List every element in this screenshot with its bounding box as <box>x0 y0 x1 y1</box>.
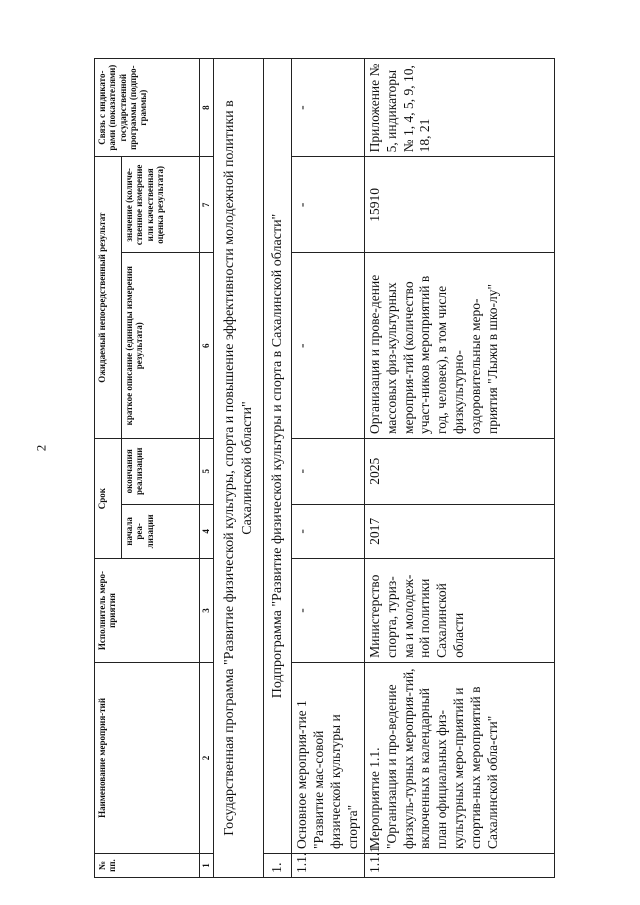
row-result-description: Организация и прове-дение массовых физ-культурных мероприя-тий (количество участ-ников мероприятий в год, человек), в том числе физкультурно-оздоровительные меро-приятия "Лыжи в шко-лу" <box>364 253 554 439</box>
row-indicator-link: Приложение № 5, индикаторы № 1, 4, 5, 9, 10, 18, 21 <box>364 59 554 157</box>
column-number: 4 <box>200 504 214 559</box>
column-number-row <box>200 59 214 878</box>
header-term: Срок <box>95 439 122 559</box>
page-number: 2 <box>33 444 49 452</box>
row-activity-name: Мероприятие 1.1. "Организация и про-ведение физкуль-турных мероприя-тий, включенных в календарный план официальных физ-культурных меро-приятий и спортив-ных мероприятий в Сахалинской обла-сти" <box>364 662 554 853</box>
row-number: 1.1.1. <box>364 853 554 877</box>
column-number: 5 <box>200 439 214 505</box>
row-result-value: 15910 <box>364 157 554 253</box>
header-result-value: значение (количе-ственное измерение или качественная оценка результата) <box>122 157 200 253</box>
column-number: 8 <box>200 59 214 157</box>
row-result-description: - <box>292 253 365 439</box>
header-expected-result: Ожидаемый непосредственный результат <box>95 157 122 439</box>
activities-table <box>94 58 555 878</box>
table-row <box>364 59 554 878</box>
header-number: № пп. <box>95 853 200 877</box>
row-term-start: - <box>292 504 365 559</box>
column-number: 1 <box>200 853 214 877</box>
header-indicator-link: Связь с индикато-рами (показателями) государственной программы (подпро-граммы) <box>95 59 200 157</box>
header-term-start: начала реа-лизации <box>122 504 200 559</box>
row-result-value: - <box>292 157 365 253</box>
row-number: 1.1. <box>292 853 365 877</box>
row-executor: - <box>292 559 365 663</box>
row-activity-name: Основное мероприя-тие 1 "Развитие мас-совой физической культуры и спорта" <box>292 662 365 853</box>
header-executor: Исполнитель меро-приятия <box>95 559 200 663</box>
row-term-start: 2017 <box>364 504 554 559</box>
header-term-end: окончания реализации <box>122 439 200 505</box>
column-number: 3 <box>200 559 214 663</box>
row-term-end: 2025 <box>364 439 554 505</box>
column-number: 6 <box>200 253 214 439</box>
header-activity-name: Наименование мероприя-тий <box>95 662 200 853</box>
column-number: 7 <box>200 157 214 253</box>
program-title: Государственная программа "Развитие физической культуры, спорта и повышение эффективности молодежной политики в Сахалинской области" <box>214 59 264 878</box>
rotated-page-content <box>94 58 574 878</box>
table-row <box>292 59 365 878</box>
row-indicator-link: - <box>292 59 365 157</box>
row-term-end: - <box>292 439 365 505</box>
header-result-description: краткое описание (единицы измерения результата) <box>122 253 200 439</box>
subprogram-title: Подпрограмма "Развитие физической культуры и спорта в Сахалинской области" <box>264 59 292 854</box>
column-number: 2 <box>200 662 214 853</box>
row-executor: Министерство спорта, туриз-ма и молодеж-ной политики Сахалинской области <box>364 559 554 663</box>
subprogram-number: 1. <box>264 853 292 877</box>
